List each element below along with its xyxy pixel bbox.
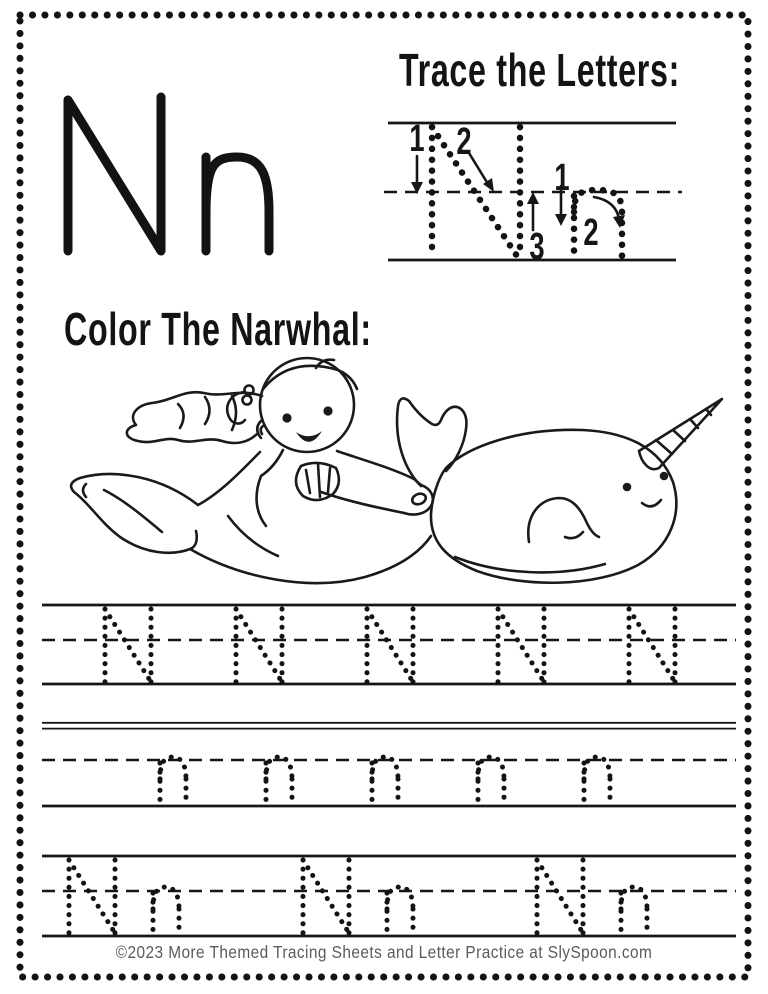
practice-rows [42,605,736,936]
guide-dotted-uppercase-N [432,127,520,256]
trace-letters-heading: Trace the Letters: [399,44,681,96]
traceable-letter-lowercase-n [372,757,398,804]
traceable-letter-lowercase-n [584,757,610,804]
mermaid-shell-top [296,463,339,500]
narwhal-horn-stripes [656,409,711,454]
traceable-letter-lowercase-n [621,887,647,934]
uppercase-step-2: 2 [456,120,472,164]
mermaid-smile [296,431,322,442]
mermaid-torso-left [257,450,283,526]
traceable-letter-uppercase-N [303,860,349,933]
traceable-letter-uppercase-N [367,609,413,682]
row-letters-pairs [69,860,647,934]
trace-guide [384,118,682,268]
traceable-letter-lowercase-n [153,887,179,934]
dotted-page-border [20,15,748,977]
traceable-letter-uppercase-N [498,609,544,682]
row-letters-lowercase [160,757,610,804]
traceable-letter-lowercase-n [266,757,292,804]
narwhal-mermaid-illustration [71,358,722,583]
row-letters-uppercase [105,609,675,682]
traceable-letter-uppercase-N [629,609,675,682]
uppercase-step-3: 3 [529,225,545,269]
narwhal-smile [642,500,661,506]
traceable-letter-uppercase-N [69,860,115,933]
traceable-letter-lowercase-n [160,757,186,804]
big-letter-n [206,157,269,251]
traceable-letter-lowercase-n [478,757,504,804]
mermaid-hairband-bead [243,396,252,405]
big-letter-N [68,97,161,251]
lowercase-step-2: 2 [583,211,599,255]
narwhal-tail-fluke [397,398,466,486]
color-narwhal-heading: Color The Narwhal: [64,303,372,355]
mermaid-tail-fin-lines [83,484,162,532]
copyright-footer: ©2023 More Themed Tracing Sheets and Letter Practice at SlySpoon.com [115,942,653,962]
mermaid-thumb [411,492,428,506]
narwhal-horn [639,399,722,469]
uppercase-step-1: 1 [409,117,425,161]
mermaid-eye-right [323,406,332,415]
mermaid-back-line [198,452,260,505]
practice-row-lowercase [42,723,736,806]
narwhal-eye-right [660,472,669,481]
lowercase-step-1: 1 [554,156,570,200]
mermaid-tail-bottom [190,536,431,583]
traceable-letter-uppercase-N [105,609,151,682]
practice-row-pairs [42,856,736,936]
traceable-letter-uppercase-N [236,609,282,682]
mermaid-tail-fin [71,474,198,553]
traceable-letter-lowercase-n [387,887,413,934]
narwhal-flipper [528,498,599,542]
traceable-letter-uppercase-N [537,860,583,933]
arrow-diagonal-2-icon [469,153,488,184]
big-letter-pair [68,97,269,251]
narwhal-eye-left [623,483,632,492]
mermaid-eye-left [282,413,291,422]
mermaid-tail-inner-curve [228,516,278,556]
